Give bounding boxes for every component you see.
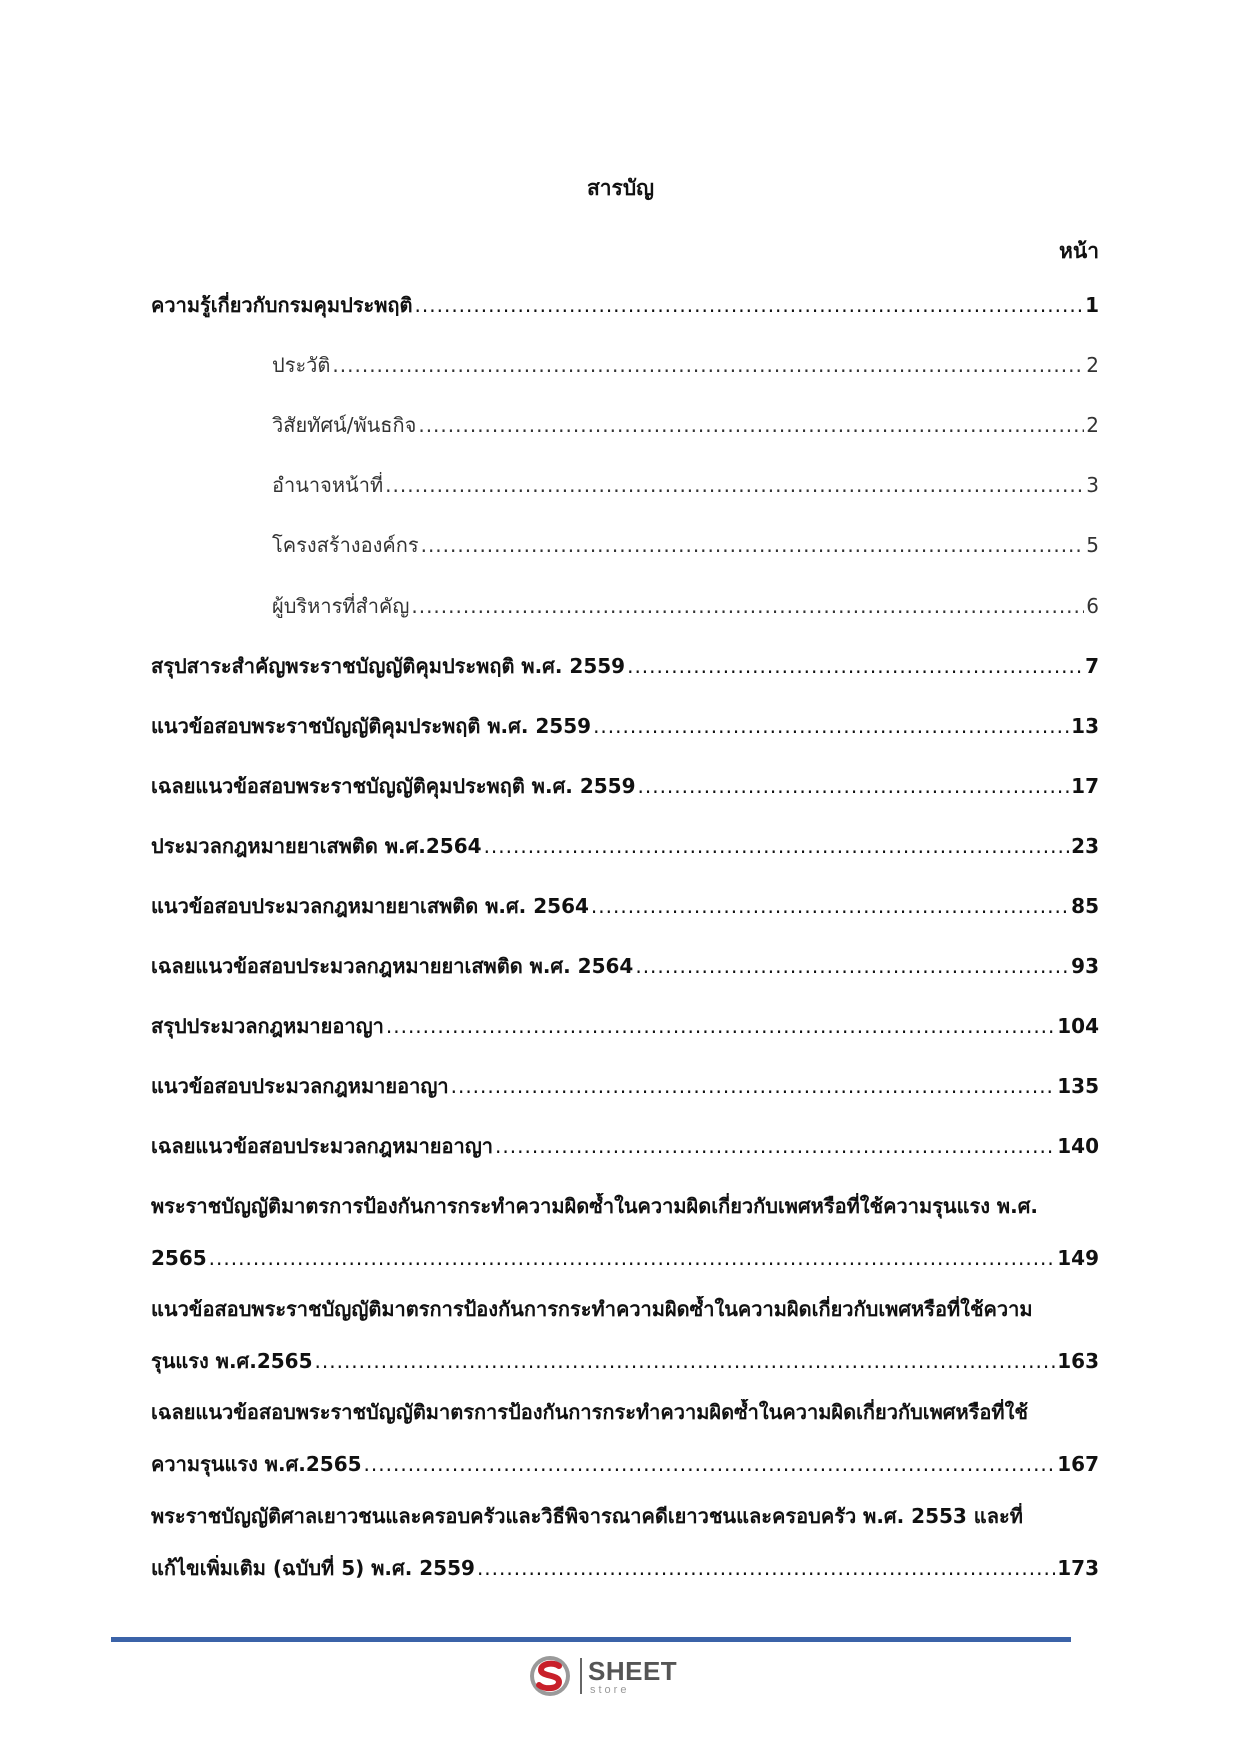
footer-rule [111,1637,1071,1642]
toc-entry-title: เฉลยแนวข้อสอบพระราชบัญญัติคุมประพฤติ พ.ศ. 2559 [151,774,636,798]
toc-entry-title: แนวข้อสอบพระราชบัญญัติคุมประพฤติ พ.ศ. 2559 [151,714,592,738]
toc-entry-page: 3 [1086,473,1099,497]
toc-entry-title: เฉลยแนวข้อสอบประมวลกฎหมายยาเสพติด พ.ศ. 2564 [151,954,634,978]
dot-leader [635,953,1069,979]
toc-entry-title: แนวข้อสอบประมวลกฎหมายอาญา [151,1074,449,1098]
sheet-store-logo [528,1654,688,1698]
dot-leader [421,532,1085,558]
dot-leader [332,352,1084,378]
logo-wordmark: SHEET [588,1656,678,1686]
toc-entry-title: แนวข้อสอบประมวลกฎหมายยาเสพติด พ.ศ. 2564 [151,894,589,918]
toc-entry-page: 17 [1071,774,1099,798]
dot-leader [386,1013,1055,1039]
toc-entry-page: 149 [1057,1246,1099,1270]
toc-entry-title-line1: เฉลยแนวข้อสอบพระราชบัญญัติมาตรการป้องกันการกระทำความผิดซ้ำในความผิดเกี่ยวกับเพศหรือที่ใช้ [151,1400,1028,1424]
dot-leader [451,1073,1056,1099]
toc-entry-page: 6 [1086,594,1099,618]
toc-entry-page: 13 [1071,714,1099,738]
toc-entry-page: 7 [1085,654,1099,678]
toc-subentry-history[interactable] [272,352,1099,378]
toc-entry-page: 167 [1057,1452,1099,1476]
dot-leader [415,292,1084,318]
toc-entry-page: 23 [1071,834,1099,858]
toc-entry-title-line1: พระราชบัญญัติศาลเยาวชนและครอบครัวและวิธีพิจารณาคดีเยาวชนและครอบครัว พ.ศ. 2553 และที่ [151,1504,1023,1528]
dot-leader [591,893,1069,919]
toc-entry-probation-act-answers[interactable] [151,773,1099,799]
toc-entry-criminal-code-exam[interactable] [151,1073,1099,1099]
toc-entry-title: ความรู้เกี่ยวกับกรมคุมประพฤติ [151,293,413,317]
toc-entry-page: 5 [1086,533,1099,557]
dot-leader [411,593,1084,619]
dot-leader [484,833,1070,859]
toc-entry-page: 135 [1057,1074,1099,1098]
toc-entry-title: ประวัติ [272,353,331,377]
dot-leader [385,472,1084,498]
page-title: สารบัญ [586,176,655,200]
dot-leader [315,1348,1056,1374]
toc-entry-page: 140 [1057,1134,1099,1158]
toc-entry-page: 104 [1057,1014,1099,1038]
toc-entry-page: 2 [1086,413,1099,437]
toc-subentry-executives[interactable] [272,593,1099,619]
toc-subentry-vision-mission[interactable] [272,412,1099,438]
toc-entry-probation-act-exam[interactable] [151,713,1099,739]
toc-entry-juvenile-court-act[interactable] [151,1503,1099,1581]
toc-subentry-org-structure[interactable] [272,532,1099,558]
toc-entry-recidivism-act[interactable] [151,1193,1099,1271]
toc-entry-page: 173 [1057,1556,1099,1580]
dot-leader [627,653,1083,679]
toc-entry-title: โครงสร้างองค์กร [272,533,419,557]
toc-entry-title: เฉลยแนวข้อสอบประมวลกฎหมายอาญา [151,1134,494,1158]
toc-entry-page: 85 [1071,894,1099,918]
toc-entry-narcotics-code[interactable] [151,833,1099,859]
toc-entry-title: รุนแรง พ.ศ.2565 [151,1349,313,1373]
toc-entry-title: ความรุนแรง พ.ศ.2565 [151,1452,362,1476]
toc-entry-title: สรุปสาระสำคัญพระราชบัญญัติคุมประพฤติ พ.ศ. 2559 [151,654,626,678]
toc-entry-narcotics-exam[interactable] [151,893,1099,919]
toc-entry-criminal-code-answers[interactable] [151,1133,1099,1159]
toc-entry-title: สรุปประมวลกฎหมายอาญา [151,1014,384,1038]
dot-leader [418,412,1084,438]
toc-entry-criminal-code-summary[interactable] [151,1013,1099,1039]
dot-leader [495,1133,1055,1159]
sheet-store-logo-icon [528,1654,572,1698]
toc-entry-page: 163 [1057,1349,1099,1373]
dot-leader [593,713,1069,739]
toc-entry-narcotics-answers[interactable] [151,953,1099,979]
toc-entry-title: ประมวลกฎหมายยาเสพติด พ.ศ.2564 [151,834,482,858]
toc-entry-title: อำนาจหน้าที่ [272,473,384,497]
toc-entry-title-line1: แนวข้อสอบพระราชบัญญัติมาตรการป้องกันการกระทำความผิดซ้ำในความผิดเกี่ยวกับเพศหรือที่ใช้ความ [151,1297,1033,1321]
toc-entry-probation-dept[interactable] [151,292,1099,318]
toc-entry-title: แก้ไขเพิ่มเติม (ฉบับที่ 5) พ.ศ. 2559 [151,1556,475,1580]
toc-entry-page: 1 [1085,293,1099,317]
toc-entry-recidivism-act-exam[interactable] [151,1296,1099,1374]
toc-entry-title-line1: พระราชบัญญัติมาตรการป้องกันการกระทำความผิดซ้ำในความผิดเกี่ยวกับเพศหรือที่ใช้ความรุนแรง พ.ศ. [151,1194,1039,1218]
dot-leader [477,1555,1055,1581]
toc-entry-page: 93 [1071,954,1099,978]
dot-leader [364,1451,1056,1477]
toc-subentry-duties[interactable] [272,472,1099,498]
dot-leader [638,773,1070,799]
logo-separator [580,1658,582,1694]
dot-leader [209,1245,1056,1271]
page-column-header: หน้า [1059,239,1099,263]
toc-entry-title: ผู้บริหารที่สำคัญ [272,594,410,618]
toc-entry-probation-act-summary[interactable] [151,653,1099,679]
toc-entry-title: 2565 [151,1246,207,1270]
toc-entry-recidivism-act-answers[interactable] [151,1399,1099,1477]
toc-entry-page: 2 [1086,353,1099,377]
toc-entry-title: วิสัยทัศน์/พันธกิจ [272,413,417,437]
logo-subword: store [590,1684,630,1696]
